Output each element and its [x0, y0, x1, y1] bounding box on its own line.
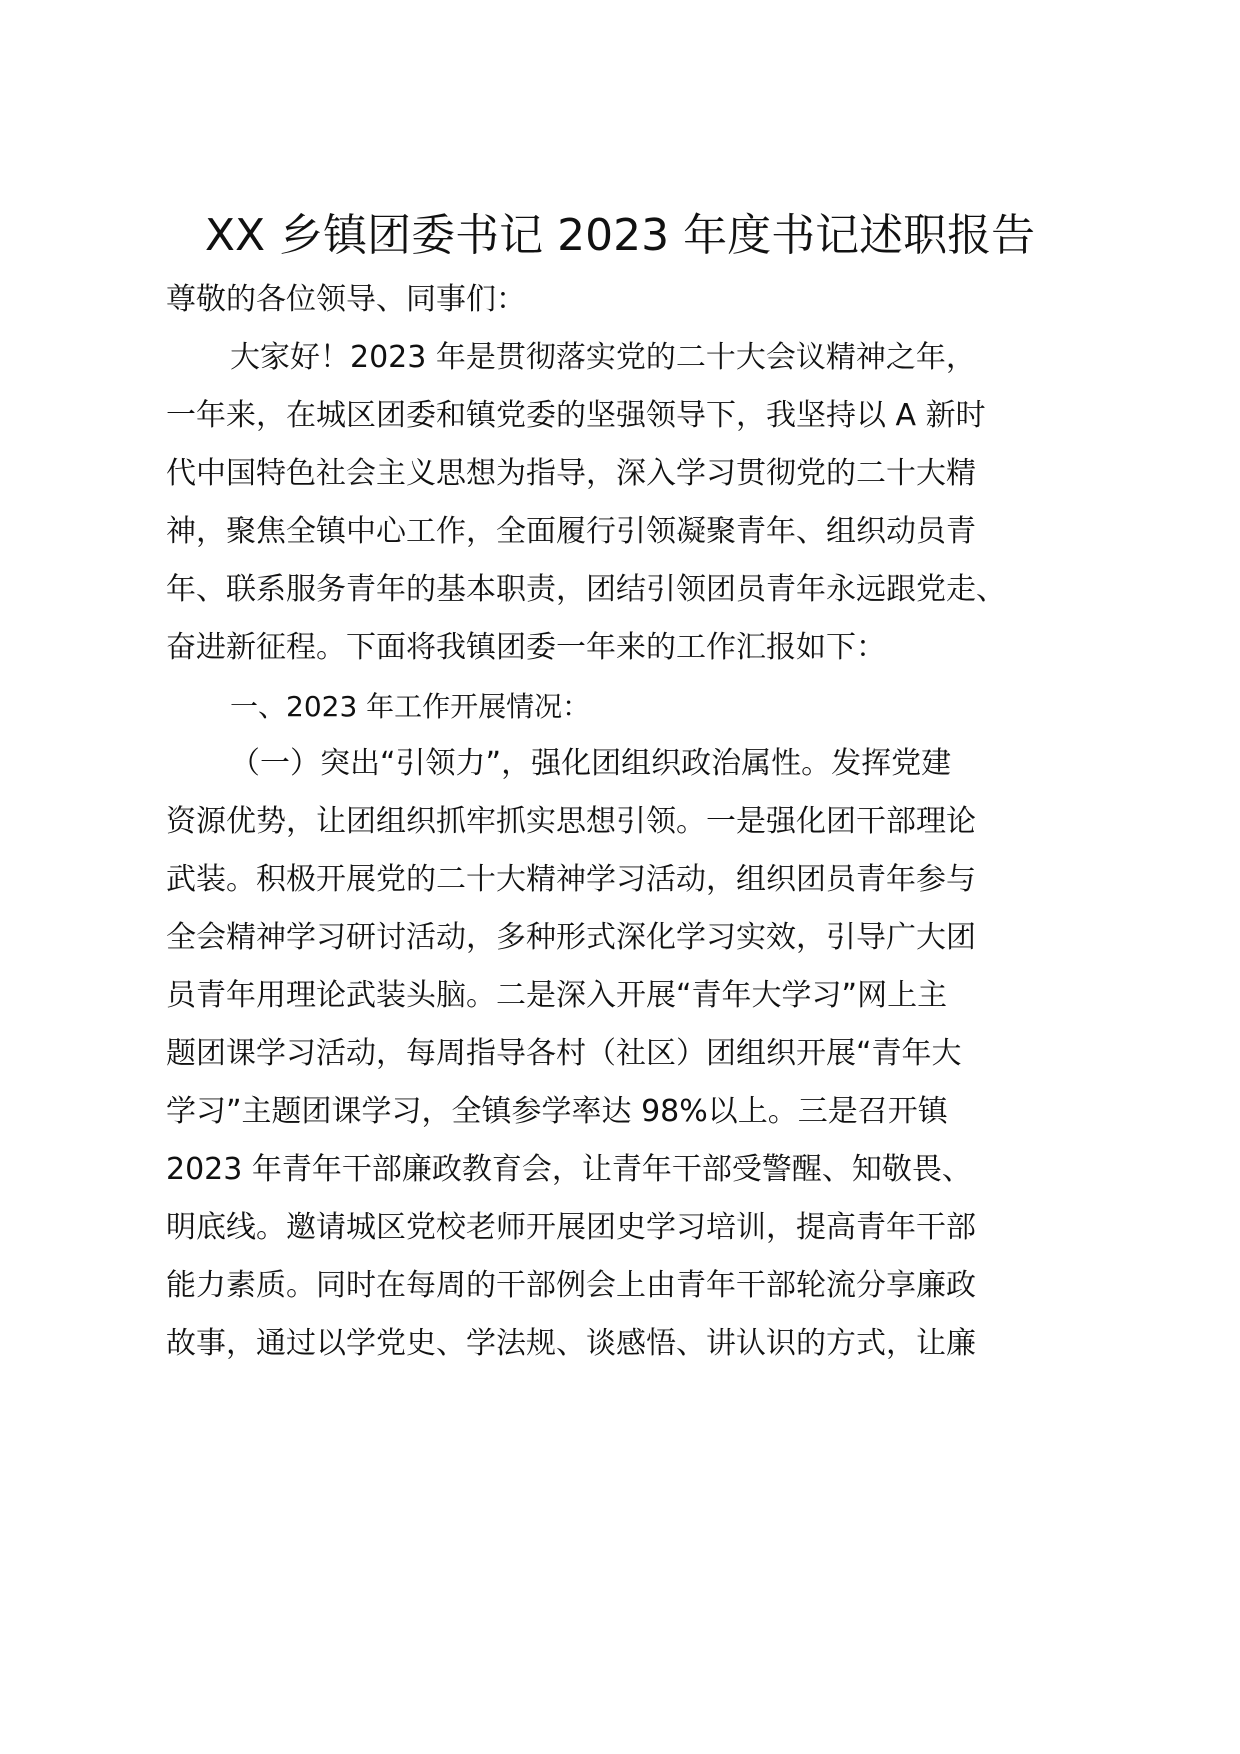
paragraph-line: 故事，通过以学党史、学法规、谈感悟、讲认识的方式，让廉 [166, 1326, 976, 1361]
paragraph-line: 题团课学习活动，每周指导各村（社区）团组织开展“青年大 [166, 1036, 962, 1071]
paragraph-line: 代中国特色社会主义思想为指导，深入学习贯彻党的二十大精 [166, 456, 976, 491]
paragraph-line: 神，聚焦全镇中心工作，全面履行引领凝聚青年、组织动员青 [166, 514, 976, 549]
paragraph-line: （一）突出“引领力”，强化团组织政治属性。发挥党建 [230, 746, 952, 781]
paragraph-line: 一年来，在城区团委和镇党委的坚强领导下，我坚持以 A 新时 [166, 398, 986, 433]
paragraph-line: 奋进新征程。下面将我镇团委一年来的工作汇报如下： [166, 630, 886, 665]
paragraph-line: 2023 年青年干部廉政教育会，让青年干部受警醒、知敬畏、 [166, 1152, 972, 1187]
paragraph-line: 大家好！2023 年是贯彻落实党的二十大会议精神之年， [230, 340, 976, 375]
paragraph-line: 武装。积极开展党的二十大精神学习活动，组织团员青年参与 [166, 862, 976, 897]
paragraph-line: 年、联系服务青年的基本职责，团结引领团员青年永远跟党走、 [166, 572, 1006, 607]
paragraph-line: 全会精神学习研讨活动，多种形式深化学习实效，引导广大团 [166, 920, 976, 955]
paragraph-line: 明底线。邀请城区党校老师开展团史学习培训，提高青年干部 [166, 1210, 976, 1245]
document-title: XX 乡镇团委书记 2023 年度书记述职报告 [204, 210, 1036, 261]
paragraph-line: 员青年用理论武装头脑。二是深入开展“青年大学习”网上主 [166, 978, 948, 1013]
salutation: 尊敬的各位领导、同事们： [166, 282, 526, 317]
paragraph-line: 学习”主题团课学习，全镇参学率达 98%以上。三是召开镇 [166, 1094, 948, 1129]
paragraph-line: 能力素质。同时在每周的干部例会上由青年干部轮流分享廉政 [166, 1268, 976, 1303]
paragraph-line: 资源优势，让团组织抓牢抓实思想引领。一是强化团干部理论 [166, 804, 976, 839]
section-heading: 一、2023 年工作开展情况： [230, 690, 591, 723]
